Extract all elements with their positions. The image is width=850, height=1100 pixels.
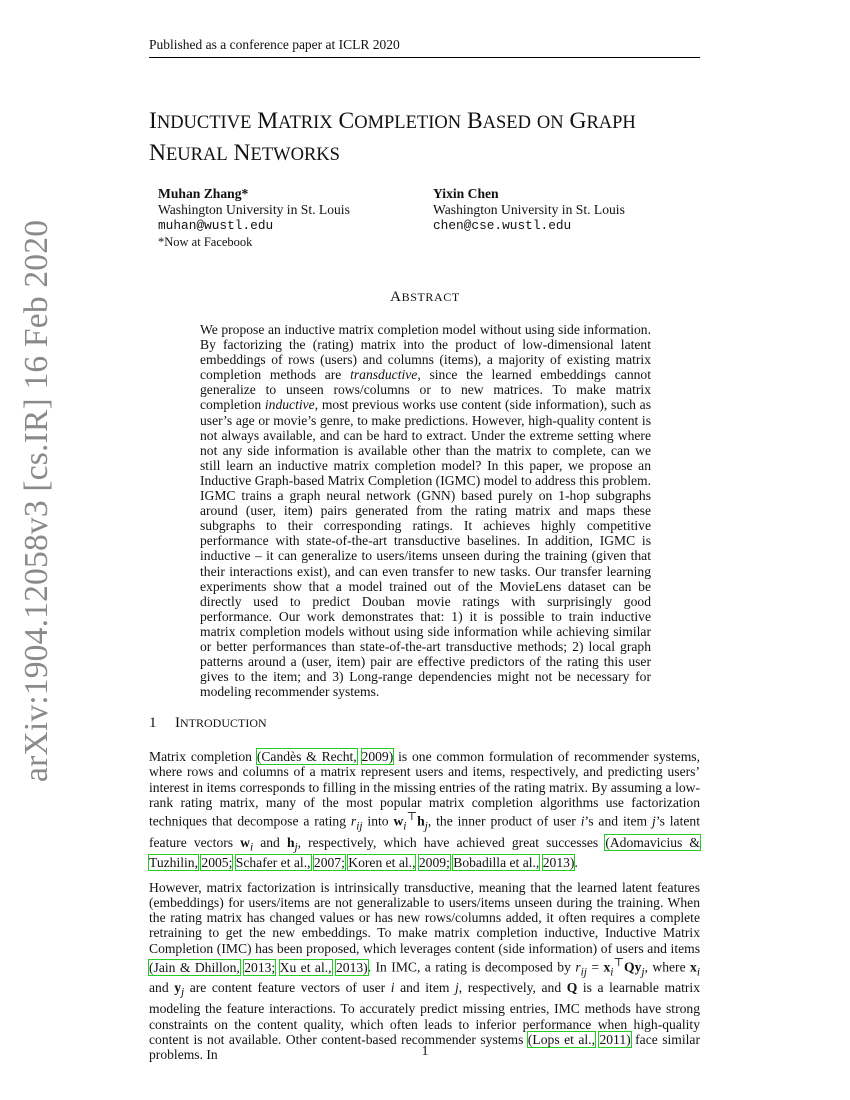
- author-name: Muhan Zhang*: [158, 186, 249, 201]
- section-heading-introduction: 1 INTRODUCTION: [149, 715, 267, 731]
- author-block-2: [433, 186, 625, 234]
- citation-link[interactable]: Bobadilla et al.,: [453, 855, 540, 871]
- page-number: 1: [421, 1043, 429, 1058]
- author-name: Yixin Chen: [433, 186, 499, 201]
- citation-link[interactable]: (Jain & Dhillon,: [149, 959, 240, 975]
- arxiv-stamp: arXiv:1904.12058v3 [cs.IR] 16 Feb 2020: [18, 219, 55, 782]
- citation-link[interactable]: 2013): [542, 855, 575, 871]
- author-note: *Now at Facebook: [158, 235, 253, 249]
- citation-link[interactable]: 2009;: [418, 855, 450, 871]
- author-affiliation: Washington University in St. Louis: [433, 202, 625, 217]
- paragraph: Matrix completion (Candès & Recht, 2009) is one common formulation of recommender systems, where rows and columns of a matrix represent users and items, respectively, and predicting users’ interest in items corresponds to filling in the missing entries of the rating matrix. By assuming a low-rank rating matrix, many of the most popular matrix completion algorithms use factorization techniques that decompose a rating $r_{ij}$ into $w_i^⊤h_j$, the inner product of user i’s and item j’s latent feature vectors $w_i$ and $h_j$, respectively, which have achieved great successes (Adomavicius & Tuzhilin, 2005; Schafer et al., 2007; Koren et al., 2009; Bobadilla et al., 2013).: [149, 749, 700, 871]
- running-head: Published as a conference paper at ICLR 2020: [149, 37, 700, 58]
- paragraph: However, matrix factorization is intrinsically transductive, meaning that the learned latent features (embeddings) for users/items are not generalizable to users/items unseen during the training. When the rating matrix has changed values or has new rows/columns added, it often requires a complete retraining to get the new embeddings. To make matrix completion inductive, Inductive Matrix Completion (IMC) has been proposed, which leverages content (side information) of users and items (Jain & Dhillon, 2013; Xu et al., 2013). In IMC, a rating is decomposed by $r_{ij} = x_i^⊤Qy_j$, where $x_i$ and $y_j$ are content feature vectors of user i and item j, respectively, and Q is a learnable matrix modeling the feature interactions. To accurately predict missing entries, IMC methods have strong constraints on the content quality, which often leads to inferior performance when high-quality content is not available. Other content-based recommender systems (Lops et al., 2011) face similar problems. In: [149, 879, 700, 1063]
- author-email: chen@cse.wustl.edu: [433, 218, 572, 233]
- citation-link[interactable]: Schafer et al.,: [235, 855, 311, 871]
- citation-link[interactable]: 2013): [335, 959, 368, 975]
- citation-link[interactable]: 2009): [361, 749, 394, 764]
- citation-link[interactable]: Xu et al.,: [279, 959, 332, 975]
- citation-link[interactable]: (Adomavicius & Tuzhilin,: [149, 834, 700, 871]
- citation-link[interactable]: (Candès & Recht,: [256, 749, 357, 764]
- citation-link[interactable]: Koren et al.,: [348, 855, 416, 871]
- citation-link[interactable]: (Lops et al.,: [527, 1031, 595, 1047]
- citation-link[interactable]: 2005;: [201, 855, 233, 871]
- paper-title: INDUCTIVE MATRIX COMPLETION BASED ON GRAPH NEURAL NETWORKS: [149, 108, 636, 166]
- abstract-body: We propose an inductive matrix completion model without using side information. By factorizing the (rating) matrix into the product of low-dimensional latent embeddings of rows (users) and columns (items), a majority of existing matrix completion methods are transductive, since the learned embeddings cannot generalize to unseen rows/columns or to new matrices. To make matrix completion inductive, most previous works use content (side information), such as user’s age or movie’s genre, to make predictions. However, high-quality content is not always available, and can be hard to extract. Under the extreme setting where not any side information is available other than the matrix to complete, can we still learn an inductive matrix completion model? In this paper, we propose an Inductive Graph-based Matrix Completion (IGMC) model to address this problem. IGMC trains a graph neural network (GNN) based purely on 1-hop subgraphs around (user, item) pairs generated from the rating matrix and maps these subgraphs to their corresponding ratings. It achieves highly competitive performance with state-of-the-art transductive baselines. In addition, IGMC is inductive – it can generalize to users/items unseen during the training (given that their interactions exist), and can even transfer to new tasks. Our transfer learning experiments show that a model trained out of the MovieLens dataset can be directly used to predict Douban movie ratings with surprisingly good performance. Our work demonstrates that: 1) it is possible to train inductive matrix completion models without using side information while achieving similar or better performances than state-of-the-art transductive methods; 2) local graph patterns around a (user, item) pair are effective predictors of the rating this user gives to the item; and 3) Long-range dependencies might not be necessary for modeling recommender systems.: [200, 322, 651, 700]
- author-affiliation: Washington University in St. Louis: [158, 202, 350, 217]
- citation-link[interactable]: 2007;: [313, 855, 345, 871]
- citation-link[interactable]: 2011): [599, 1031, 631, 1047]
- author-email: muhan@wustl.edu: [158, 218, 274, 233]
- introduction-body: [149, 749, 700, 1071]
- abstract-heading: ABSTRACT: [390, 289, 460, 305]
- author-block-1: [158, 186, 350, 250]
- citation-link[interactable]: 2013;: [244, 959, 276, 975]
